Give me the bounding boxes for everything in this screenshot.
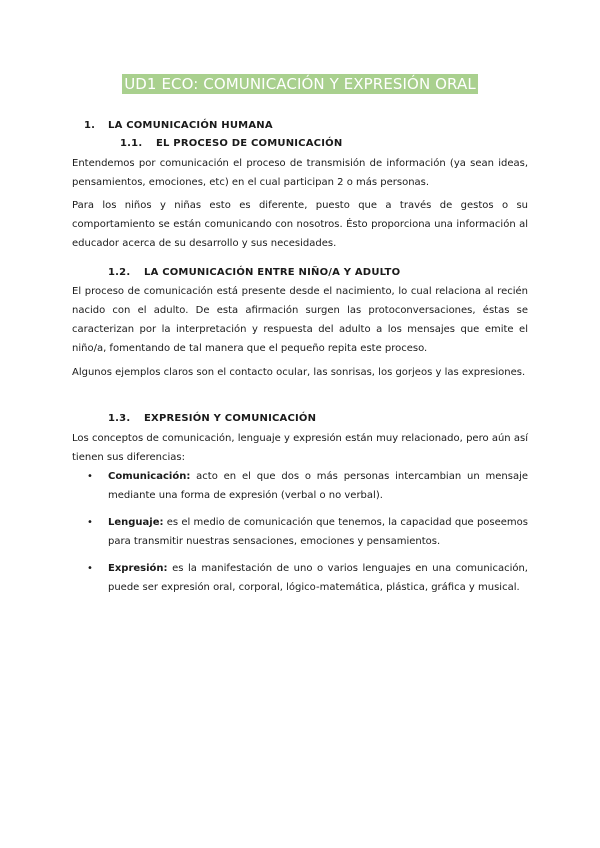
list-item-text: es el medio de comunicación que tenemos, la capacidad que poseemos para transmitir nuestras sensaciones, emociones y pensamientos. [108,517,528,547]
list-item-term: Expresión: [108,563,168,574]
section-1-2-title: LA COMUNICACIÓN ENTRE NIÑO/A Y ADULTO [144,267,401,278]
list-item-text: acto en el que dos o más personas intercambian un mensaje mediante una forma de expresión (verbal o no verbal). [108,471,528,501]
section-1-number: 1. [84,120,96,131]
section-1-1-paragraph-1: Entendemos por comunicación el proceso de transmisión de información (ya sean ideas, pensamientos, emociones, etc) en el cual participan 2 o más personas. [72,158,528,188]
document-title: UD1 ECO: COMUNICACIÓN Y EXPRESIÓN ORAL [124,75,476,93]
bullet-icon: • [87,471,93,482]
list-item-term: Lenguaje: [108,517,164,528]
bullet-icon: • [87,517,93,528]
definitions-list [72,467,528,605]
section-1-title: LA COMUNICACIÓN HUMANA [108,120,273,131]
list-item-term: Comunicación: [108,471,191,482]
list-item [72,559,528,597]
section-1-2-paragraph-1: El proceso de comunicación está presente desde el nacimiento, lo cual relaciona al recién nacido con el adulto. De esta afirmación surgen las protoconversaciones, éstas se caracterizan por la interpretación y respuesta del adulto a los mensajes que emite el niño/a, fomentando de tal manera que el pequeño repita este proceso. [72,286,528,354]
list-item-text: es la manifestación de uno o varios lenguajes en una comunicación, puede ser expresión oral, corporal, lógico-matemática, plástica, gráfica y musical. [108,563,528,593]
list-item [72,513,528,551]
section-1-3-title: EXPRESIÓN Y COMUNICACIÓN [144,413,317,424]
section-1-3-number: 1.3. [108,413,131,424]
section-1-3-intro: Los conceptos de comunicación, lenguaje y expresión están muy relacionado, pero aún así tienen sus diferencias: [72,433,528,463]
bullet-icon: • [87,563,93,574]
section-1-2-paragraph-2: Algunos ejemplos claros son el contacto ocular, las sonrisas, los gorjeos y las expresiones. [72,367,526,378]
title-container [0,74,600,94]
list-item [72,467,528,505]
section-1-2-number: 1.2. [108,267,131,278]
section-1-1-number: 1.1. [120,138,143,149]
section-1-1-paragraph-2: Para los niños y niñas esto es diferente, puesto que a través de gestos o su comportamiento se están comunicando con nosotros. Ésto proporciona una información al educador acerca de su desarrollo y sus necesidades. [72,200,528,249]
section-1-1-title: EL PROCESO DE COMUNICACIÓN [156,138,343,149]
